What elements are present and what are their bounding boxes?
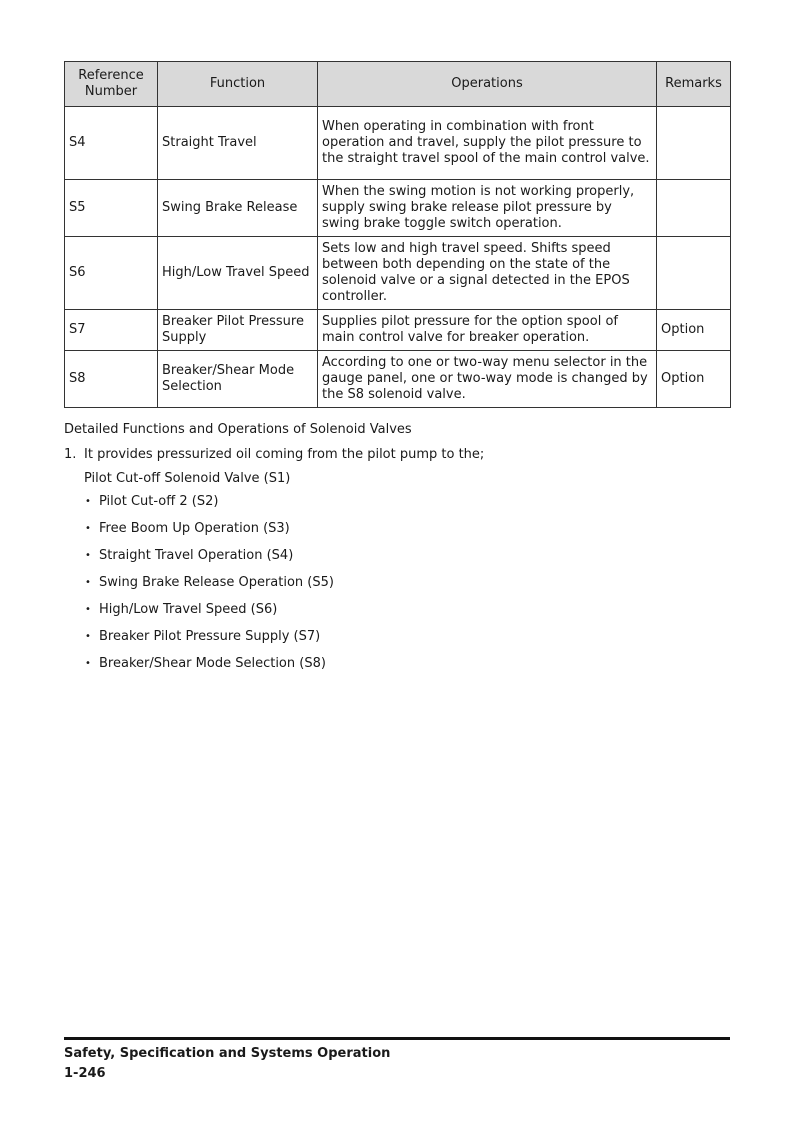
list-item-text: Breaker Pilot Pressure Supply (S7) [99,629,321,644]
list-item-text: Free Boom Up Operation (S3) [99,521,290,536]
page-content [64,61,730,681]
cell-operations: Supplies pilot pressure for the option spool of main control valve for breaker operation. [318,310,657,351]
header-remarks: Remarks [657,62,731,107]
header-operations: Operations [318,62,657,107]
cell-function: High/Low Travel Speed [158,237,318,310]
bullet-icon: • [85,550,91,561]
cell-operations: When operating in combination with front operation and travel, supply the pilot pressure to the straight travel spool of the main control valve. [318,107,657,180]
list-item [85,600,730,627]
table-row [65,107,731,180]
list-item-text: Breaker/Shear Mode Selection (S8) [99,656,326,671]
list-item [85,492,730,519]
cell-function: Breaker Pilot Pressure Supply [158,310,318,351]
cell-remarks [657,180,731,237]
cell-reference: S8 [65,351,158,408]
table-row [65,310,731,351]
cell-reference: S5 [65,180,158,237]
list-item-text: High/Low Travel Speed (S6) [99,602,278,617]
table-row [65,180,731,237]
list-item [85,546,730,573]
footer-divider [64,1037,730,1040]
cell-function: Straight Travel [158,107,318,180]
list-item [85,573,730,600]
sub-title: Pilot Cut-off Solenoid Valve (S1) [84,471,291,486]
cell-remarks [657,237,731,310]
section-heading: Detailed Functions and Operations of Solenoid Valves [64,422,412,437]
bullet-icon: • [85,523,91,534]
cell-remarks: Option [657,351,731,408]
bullet-icon: • [85,658,91,669]
bullet-list [85,492,730,681]
cell-remarks [657,107,731,180]
list-item-text: Swing Brake Release Operation (S5) [99,575,334,590]
table-row [65,351,731,408]
cell-operations: According to one or two-way menu selector in the gauge panel, one or two-way mode is changed by the S8 solenoid valve. [318,351,657,408]
cell-operations: When the swing motion is not working properly, supply swing brake release pilot pressure by swing brake toggle switch operation. [318,180,657,237]
cell-reference: S7 [65,310,158,351]
list-item-text: Pilot Cut-off 2 (S2) [99,494,219,509]
list-item [85,627,730,654]
solenoid-valve-table [64,61,731,408]
header-reference-number: Reference Number [65,62,158,107]
bullet-icon: • [85,604,91,615]
item-number: 1. [64,447,77,462]
bullet-icon: • [85,631,91,642]
cell-function: Swing Brake Release [158,180,318,237]
cell-reference: S4 [65,107,158,180]
bullet-icon: • [85,496,91,507]
list-item [85,654,730,681]
list-item [85,519,730,546]
cell-operations: Sets low and high travel speed. Shifts speed between both depending on the state of the solenoid valve or a signal detected in the EPOS controller. [318,237,657,310]
header-function: Function [158,62,318,107]
cell-function: Breaker/Shear Mode Selection [158,351,318,408]
cell-reference: S6 [65,237,158,310]
numbered-item [64,447,730,462]
table-row [65,237,731,310]
item-text: It provides pressurized oil coming from the pilot pump to the; [84,447,485,462]
list-item-text: Straight Travel Operation (S4) [99,548,294,563]
cell-remarks: Option [657,310,731,351]
page-number: 1-246 [64,1066,106,1081]
table-header-row [65,62,731,107]
footer-title: Safety, Specification and Systems Operation [64,1046,391,1061]
bullet-icon: • [85,577,91,588]
